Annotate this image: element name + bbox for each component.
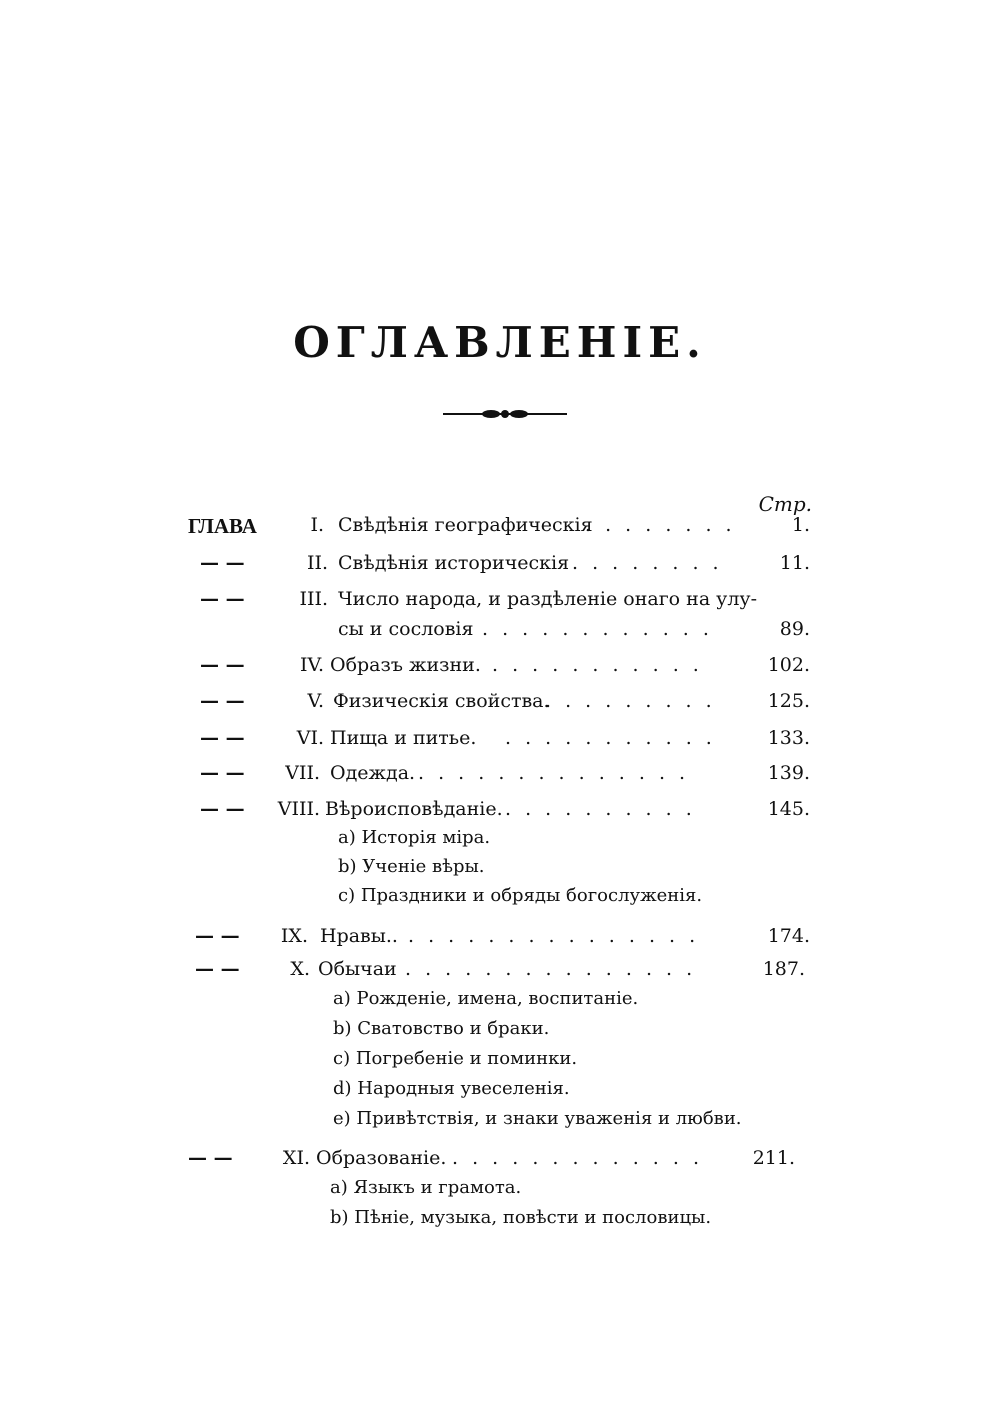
dash-marker: — — xyxy=(195,958,240,980)
sub-entry-text: c) Погребеніе и поминки. xyxy=(333,1048,578,1069)
chapter-title: Нравы.. xyxy=(320,925,398,947)
chapter-number: IX. xyxy=(280,925,308,947)
page-number: 174. xyxy=(767,925,810,947)
toc-entry xyxy=(0,727,1000,757)
dash-marker: — — xyxy=(200,727,245,749)
leader-dots: . . . . . . . . xyxy=(585,514,736,536)
toc-entry xyxy=(0,588,1000,618)
toc-entry-continuation xyxy=(0,618,1000,648)
sub-entry xyxy=(0,1207,1000,1237)
page-number: 102. xyxy=(767,654,810,676)
page-number: 89. xyxy=(779,618,810,640)
sub-entry xyxy=(0,1177,1000,1207)
page-number: 125. xyxy=(767,690,810,712)
chapter-title-continued: сы и сословія xyxy=(338,618,474,640)
toc-entry xyxy=(0,925,1000,955)
toc-entry xyxy=(0,958,1000,988)
sub-entry-text: e) Привѣтствія, и знаки уваженія и любви. xyxy=(333,1108,742,1129)
chapter-word: ГЛАВА xyxy=(188,514,257,538)
leader-dots: . . . . . . . . xyxy=(572,552,723,574)
page-column-label: Стр. xyxy=(758,492,812,516)
chapter-number: X. xyxy=(290,958,310,980)
chapter-number: XI. xyxy=(282,1147,310,1169)
page-number: 1. xyxy=(791,514,810,536)
chapter-number: V. xyxy=(307,690,324,712)
leader-dots: . . . . . . . . . . . . . . . xyxy=(405,958,697,980)
leader-dots: . . . . . . . . . . . xyxy=(492,654,703,676)
sub-entry-text: a) Исторія міра. xyxy=(338,827,491,848)
sub-entry xyxy=(0,827,1000,857)
sub-entry xyxy=(0,1048,1000,1078)
ornament-divider-icon xyxy=(443,407,567,421)
chapter-title: Образованіе. xyxy=(316,1147,447,1169)
page-number: 133. xyxy=(767,727,810,749)
sub-entry-text: c) Праздники и обряды богослуженія. xyxy=(338,885,703,906)
leader-dots: . . . . . . . . . . xyxy=(505,798,696,820)
dash-marker: — — xyxy=(200,552,245,574)
page-number: 187. xyxy=(762,958,805,980)
toc-entry xyxy=(0,514,1000,544)
sub-entry-text: b) Сватовство и браки. xyxy=(333,1018,550,1039)
chapter-title: Свѣдѣнія географическія xyxy=(338,514,593,536)
sub-entry xyxy=(0,1108,1000,1138)
chapter-number: VII. xyxy=(285,762,320,784)
toc-entry xyxy=(0,654,1000,684)
dash-marker: — — xyxy=(200,762,245,784)
sub-entry-text: a) Языкъ и грамота. xyxy=(330,1177,522,1198)
toc-entry xyxy=(0,798,1000,828)
toc-entry xyxy=(0,762,1000,792)
chapter-title: Одежда. xyxy=(330,762,416,784)
chapter-title: Обычаи xyxy=(318,958,397,980)
chapter-number: III. xyxy=(299,588,328,610)
chapter-title: Пища и питье. xyxy=(330,727,477,749)
dash-marker: — — xyxy=(195,925,240,947)
chapter-number: IV. xyxy=(300,654,324,676)
page-number: 211. xyxy=(752,1147,795,1169)
sub-entry-text: b) Ученіе вѣры. xyxy=(338,856,485,877)
leader-dots: . . . . . . . . . xyxy=(545,690,716,712)
chapter-title: Физическія свойства. xyxy=(333,690,550,712)
dash-marker: — — xyxy=(200,798,245,820)
leader-dots: . . . . . . . . . . . . xyxy=(482,618,713,640)
sub-entry xyxy=(0,885,1000,915)
chapter-title: Вѣроисповѣданіе. xyxy=(325,798,503,820)
dash-marker: — — xyxy=(188,1147,233,1169)
dash-marker: — — xyxy=(200,588,245,610)
chapter-title: Число народа, и раздѣленіе онаго на улу- xyxy=(338,588,758,610)
toc-entry xyxy=(0,1147,1000,1177)
page-title: ОГЛАВЛЕНІЕ. xyxy=(293,318,707,367)
leader-dots: . . . . . . . . . . . . . . xyxy=(418,762,690,784)
page-number: 145. xyxy=(767,798,810,820)
dash-marker: — — xyxy=(200,654,245,676)
chapter-title: Образъ жизни. xyxy=(330,654,481,676)
toc-entry xyxy=(0,690,1000,720)
sub-entry-text: d) Народныя увеселенія. xyxy=(333,1078,570,1099)
sub-entry xyxy=(0,856,1000,886)
sub-entry-text: b) Пѣніе, музыка, повѣсти и пословицы. xyxy=(330,1207,712,1228)
chapter-number: II. xyxy=(306,552,328,574)
chapter-title: Свѣдѣнія историческія xyxy=(338,552,570,574)
dash-marker: — — xyxy=(200,690,245,712)
sub-entry xyxy=(0,1078,1000,1108)
sub-entry-text: a) Рожденіе, имена, воспитаніе. xyxy=(333,988,639,1009)
sub-entry xyxy=(0,988,1000,1018)
leader-dots: . . . . . . . . . . . . . xyxy=(452,1147,703,1169)
leader-dots: . . . . . . . . . . . . . . . xyxy=(408,925,700,947)
chapter-number: VIII. xyxy=(277,798,320,820)
leader-dots: . . . . . . . . . . . xyxy=(505,727,716,749)
toc-entry xyxy=(0,552,1000,582)
sub-entry xyxy=(0,1018,1000,1048)
chapter-number: VI. xyxy=(296,727,324,749)
chapter-number: I. xyxy=(310,514,324,536)
page-number: 11. xyxy=(779,552,810,574)
page-number: 139. xyxy=(767,762,810,784)
